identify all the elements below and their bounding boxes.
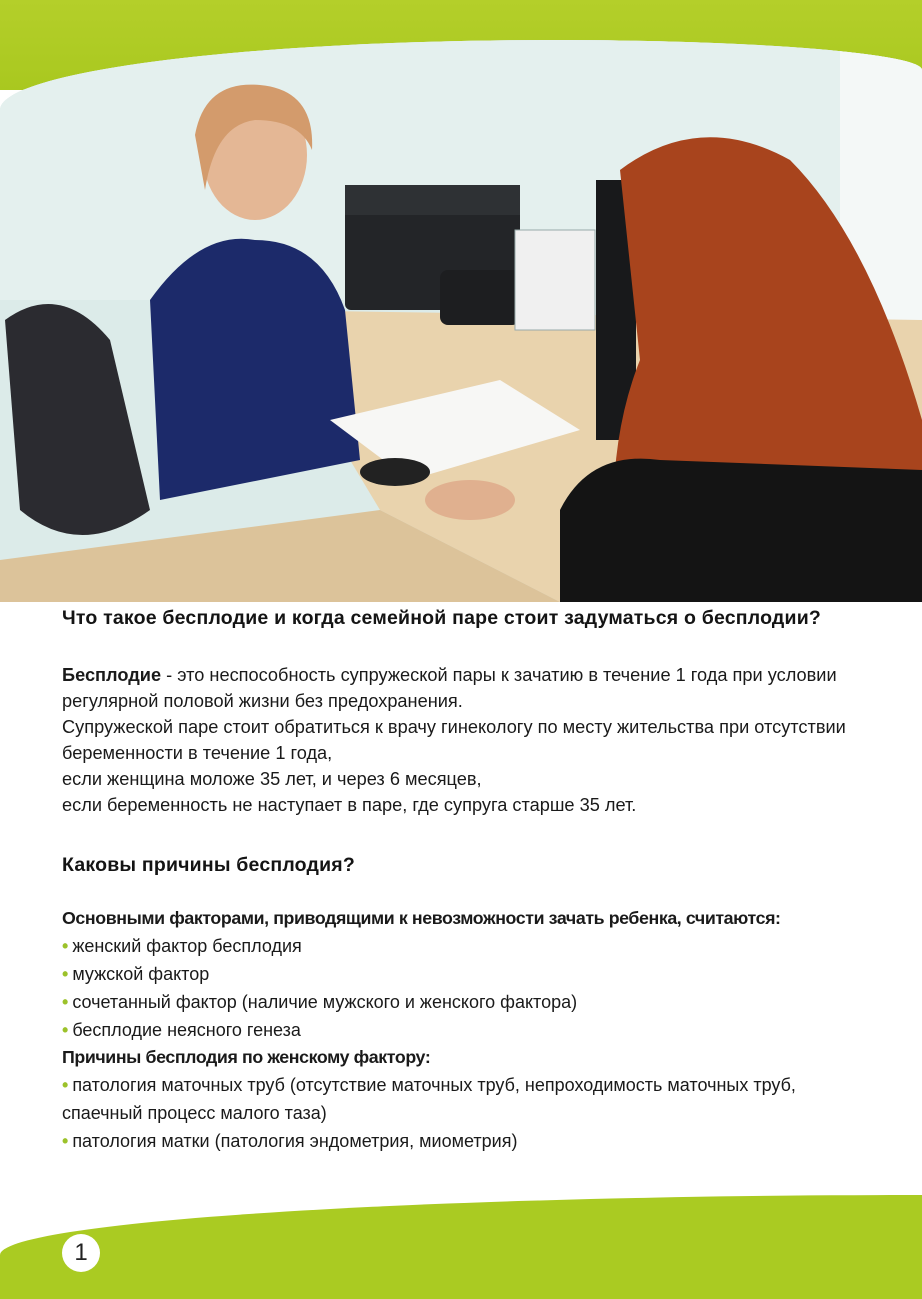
bullet-dot-icon: •	[62, 1131, 69, 1151]
advice-line-c: если беременность не наступает в паре, где супруга старше 35 лет.	[62, 795, 637, 815]
bullet-dot-icon: •	[62, 936, 69, 956]
female-cause-item: • патология маточных труб (отсутствие маточных труб, непроходимость маточных труб, спаечный процесс малого таза)	[62, 1075, 796, 1123]
factor-item: • женский фактор бесплодия	[62, 936, 302, 956]
advice-line-a: Супружеской паре стоит обратиться к врачу гинекологу по месту жительства при отсутствии беременности в течение 1 года,	[62, 717, 846, 763]
advice-line-b: если женщина моложе 35 лет, и через 6 месяцев,	[62, 769, 482, 789]
factor-item: • сочетанный фактор (наличие мужского и женского фактора)	[62, 992, 578, 1012]
definition-term: Бесплодие	[62, 665, 162, 685]
bullet-dot-icon: •	[62, 964, 69, 984]
bottom-decorative-band	[0, 1195, 922, 1299]
factor-item: • мужской фактор	[62, 964, 210, 984]
bullet-dot-icon: •	[62, 1075, 69, 1095]
bullet-dot-icon: •	[62, 992, 69, 1012]
page-number: 1	[62, 1234, 100, 1272]
definition-paragraph	[62, 662, 872, 714]
female-causes-title: Причины бесплодия по женскому фактору:	[62, 1047, 431, 1067]
main-text-content	[62, 604, 872, 1155]
female-cause-item: • патология матки (патология эндометрия, миометрия)	[62, 1131, 518, 1151]
section-heading-causes: Каковы причины бесплодия?	[62, 854, 355, 876]
section-heading-infertility: Что такое бесплодие и когда семейной паре стоит задуматься о бесплодии?	[62, 607, 821, 629]
doctor-consultation-photo	[0, 40, 922, 602]
bullet-dot-icon: •	[62, 1020, 69, 1040]
definition-text: - это неспособность супружеской пары к зачатию в течение 1 года при условии регулярной половой жизни без предохранения.	[62, 665, 837, 711]
factors-title: Основными факторами, приводящими к невозможности зачать ребенка, считаются:	[62, 908, 781, 928]
factor-item: • бесплодие неясного генеза	[62, 1020, 301, 1040]
